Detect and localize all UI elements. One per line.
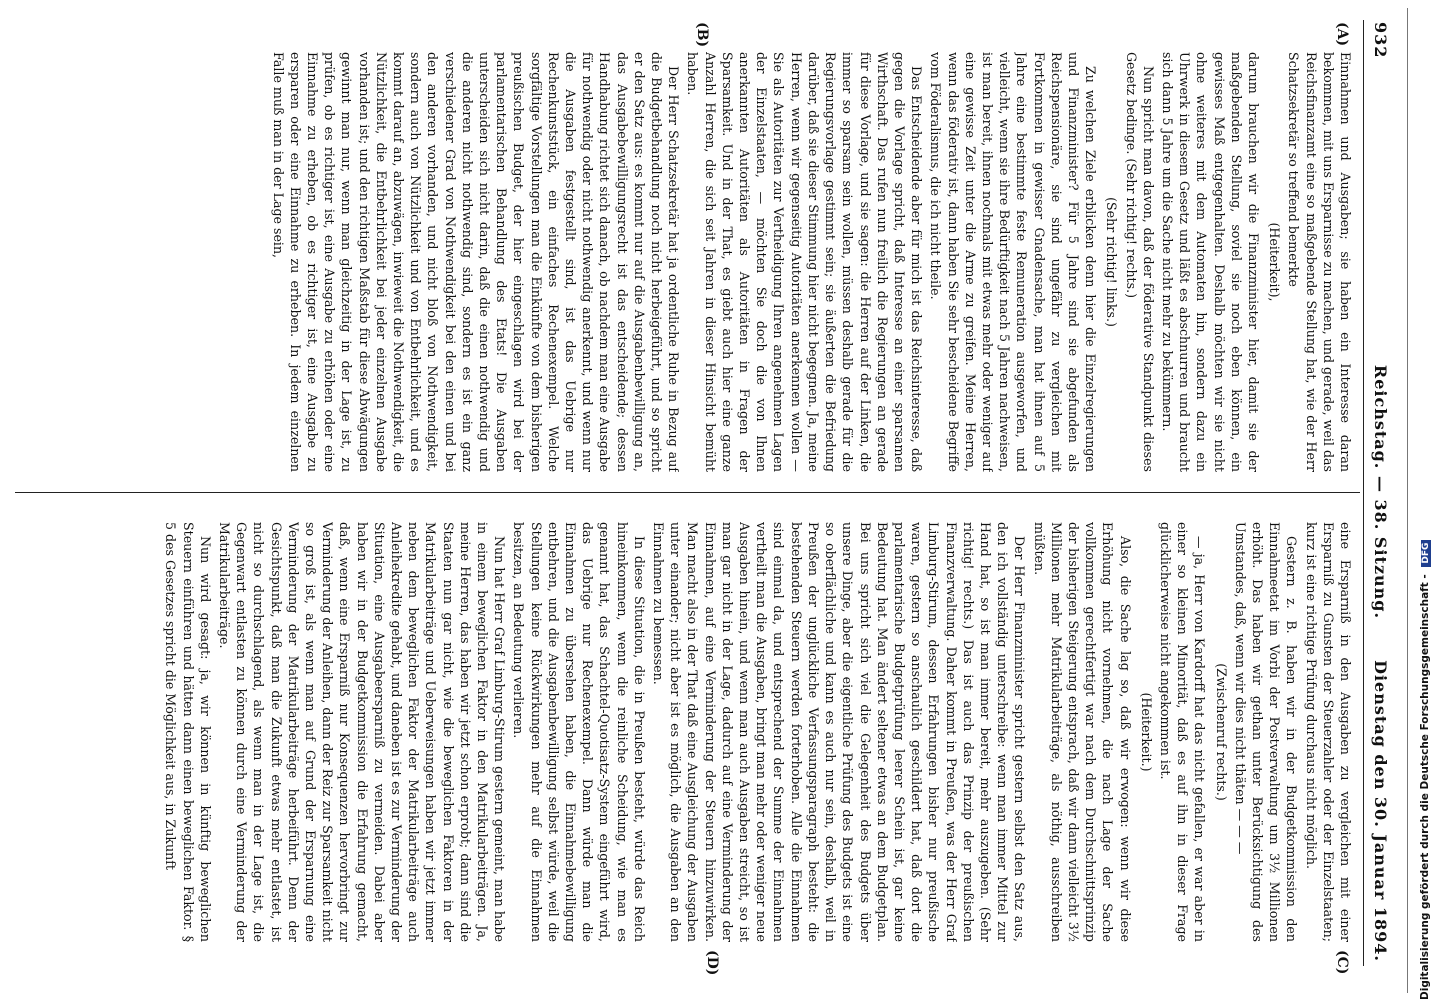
interjection: (Zwischenruf rechts.) — [1213, 663, 1229, 801]
footer-text: Digitalisierung gefördert durch die Deutsche Forschungsgemeinschaft - — [1419, 574, 1431, 1000]
left-column — [24, 52, 1354, 472]
paragraph: Nun wird gesagt: ja, wir können in künftig beweglichen Steuern einführen und hätten dann einen beweglichen Faktor. § 5 des Gesetzes spricht die Möglichkeit aus, in Zukunft — [163, 522, 213, 942]
paragraph: Der Herr Finanzminister spricht gestern selbst den Satz aus, den ich vollständig unterschreibe: wenn man immer Mittel zur Hand hat, so ist man immer bereit, mehr auszugeben. (Sehr richtig! rechts.) Das ist auch das Prinzip der preußischen Finanzverwaltung. Daher kommt in Preußen, was der Herr Graf Limburg-Stirum, dessen Erfahrungen bisher nur preußische waren, gestern so anschaulich geschildert hat, daß dort die parlamentarische Budgetprüfung leerer Schein ist, gar keine Bedeutung hat. Man ändert seltener etwas an dem Budgetplan. Bei uns spricht sich viel die Gelegenheit des Budgets über unsere Dinge, aber die eigentliche Prüfung des Budgets ist eine so oberflächliche und kann es auch nur sein, deshalb, weil in Preußen der unglückliche Verfassungsparagraph besteht: die bestehenden Steuern werden forterhoben. Alle die Einnahmen sind einmal da, und entsprechend der Summe der Einnahmen vertheilt man die Ausgaben, bringt man mehr oder weniger neue Ausgaben hinein, und wenn man auch Ausgaben streicht, so ist man gar nicht in der Lage, dadurch auf eine Verminderung der Einnahmen, auf eine Verminderung der Steuern hinzuwirken. Man macht also in der That daß eine Ausgleichung der Ausgaben unter einander; nicht aber ist es möglich, die Ausgaben an den Einnahmen zu bemessen. — [651, 522, 1028, 942]
column-divider — [15, 492, 1360, 493]
paragraph: Das Entscheidende aber für mich ist das Reichsinteresse, daß gegen die Vorlage spricht, daß Interesse an einer sparsamen Wirthschaft. Das rufen nun freilich die Regierungen an gerade für diese Vorlage, und sie sagen: die Herren auf der Linken, die immer so sparsam sein wollen, müssen deshalb gerade für die Regierungsvorlage gestimmt sein; sie äußerten die Befriedung darüber, daß sie dieser Stimmung hier nicht begegnen. Ja, meine Herren, wenn wir gegenseitig Autoritäten anerkennen wollen — Sie als Autoritäten zur Vertheidigung Ihren angenehmen Lagen der Einzelstaaten, — möchten Sie doch die von Ihnen anerkannten Autoritäten als Autoritäten in Fragen der Sparsamkeit. Und in der That, es giebt auch hier eine ganze Anzahl Herren, die sich seit Jahren in dieser Hinsicht bemüht haben. — [685, 52, 925, 472]
paragraph: — ja, Herr von Kardorff hat das nicht gefallen, er war aber in einer so kleinen Minorität, daß es auf ihn in dieser Frage glücklicherweise nicht angekommen ist. — [1157, 522, 1208, 942]
interjection: (Heiterkeit), — [1267, 222, 1283, 302]
paragraph: In diese Situation, die in Preußen besteht, würde das Reich hineinkommen, wenn die reinliche Scheidung, wie man es genannt hat, das Schachtel-Quotisatz-System eingeführt wird, das Uebrige nur Rechenexempel. Dann würde man die Einnahmen zu übersehen haben, die Einnahmebewilligung entbehren, und die Ausgabenbewilligung selbst würde, weil die Stellungen keine Rückwirkungen mehr auf die Einnahmen besitzen, an Bedeutung verlieren. — [511, 522, 647, 942]
marker-c: (C) — [1334, 950, 1350, 975]
paragraph: Gestern z. B. haben wir in der Budgetkommission den Einnahmeetat im Vorbi der Postverwaltung um 3½ Millionen erhöht. Das haben wir gethan unter Berücksichtigung des Umstandes, daß, wenn wir dies nicht thäten — — — — [1232, 522, 1300, 942]
page-number: 932 — [1371, 22, 1390, 59]
dfg-logo: DFG — [1421, 540, 1431, 567]
paragraph: Nun spricht man davon, daß der föderative Standpunkt dieses Gesetz bedinge. (Sehr richtig! rechts.) — [1123, 52, 1156, 472]
session-date: Dienstag den 30. Januar 1894. — [1371, 660, 1390, 962]
paragraph: Einnahmen und Ausgaben; sie haben ein Interesse daran bekommen, mit uns Ersparnisse zu machen, und gerade, weil das Reichsfinanzamt eine so maßgebende Stellung hat, wie der Herr Schatzsekretär so treffend bemerkte — [1286, 52, 1353, 472]
marker-a: (A) — [1334, 22, 1350, 47]
paragraph: darum brauchen wir die Finanzminister hier, damit sie der maßgebenden Stellung, soviel sie noch eben können, ein gewisses Maß entgegenhalten. Deshalb möchten wir sie nicht ohne weiteres mit dem Automaten hin, sondern dazu ein Uhrwerk in diesem Gesetz und läßt es abschnurren und braucht sich dann 5 Jahre um die Sache nicht mehr zu bekümmern. — [1159, 52, 1261, 472]
running-header — [1364, 22, 1390, 962]
footer-rule — [1407, 8, 1408, 993]
header-rule — [1363, 20, 1364, 966]
paragraph: Also, die Sache lag so, daß wir erwogen: wenn wir diese Erhöhung nicht vornehmen, die nach Lage der Sache vollkommen gerechtfertigt war nach dem Durchschnittsprinzip der bisherigen Steigerung entsprach, daß wir dann vielleicht 3½ Millionen mehr Matrikularbeiträge, als nöthig, ausschreiben müßten. — [1031, 522, 1133, 942]
interjection: (Sehr richtig! links.) — [1104, 197, 1120, 327]
marker-d: (D) — [704, 950, 720, 976]
session-title: Reichstag. — 38. Sitzung. — [1371, 364, 1390, 620]
right-column — [24, 522, 1354, 942]
paragraph: Der Herr Schatzsekretär hat ja ordentliche Ruhe in Bezug auf die Budgetbehandlung noch nicht herbeigeführt, und so spricht er den Satz aus: es kommt nur auf die Ausgabenbewilligung an, das Ausgabebewilligungsrecht ist das entscheidende; dessen Handhabung richtet sich danach, ob nachdem man eine Ausgabe für nothwendig oder nicht nothwendig anerkennt, und wenn nur die Ausgaben festgestellt sind, ist das Uebrige nur Rechenkunststück, ein einfaches Rechenexempel. Welche sorgfältige Vorstellungen man die Einkünfte von dem bisherigen preußischen Budget, der hier eingeschlagen wird bei der parlamentarischen Behandlung des Etats! Die Ausgaben unterscheiden sich nicht darin, daß die einen nothwendig und die anderen nicht nothwendig sind, sondern es ist ein ganz verschiedener Grad von Nothwendigkeit bei den einen und bei den anderen vorhanden, und nicht bloß von Nothwendigkeit, sondern auch von Nützlichkeit und von Entbehrlichkeit, und es kommt darauf an, abzuwägen, inwieweit die Nothwendigkeit, die Nützlichkeit, die Entbehrlichkeit bei jeder einzelnen Ausgabe vorhanden ist; und den richtigen Maßstab für diese Abwägungen gewinnt man nur, wenn man gleichzeitig in der Lage ist, zu prüfen, ob es richtiger ist, eine Ausgabe zu erhöhen oder eine Einnahme zu erheben, ob es richtiger ist, eine Ausgabe zu ersparen oder eine Einnahme zu erheben. In jedem einzelnen Falle muß man in der Lage sein, — [270, 52, 682, 472]
interjection: (Heiterkeit.) — [1138, 692, 1154, 772]
marker-b: (B) — [694, 22, 710, 48]
paragraph: Zu welchen Ziele erblicken denn hier die Einzelregierungen und Finanzminister? Für 5 Jahre sind sie abgefunden als Reichspensionäre, sie sind ungefähr zu vergleichen mit Fortkommen in gewisser Gnadensache, man hat ihnen auf 5 Jahre eine bestimmte feste Remuneration ausgeworfen, und vielleicht, wenn sie ihre Bedürftigkeit nach 5 Jahren nachweisen, ist man bereit, ihnen nochmals mit etwas mehr oder weniger auf eine gewisse Zeit unter die Arme zu greifen. Meine Herren, wenn das föderativ ist, dann haben Sie sehr bescheidene Begriffe vom Föderalismus, die ich nicht theile. — [928, 52, 1099, 472]
paragraph: Nun hat Herr Graf Limburg-Stirum gestern gemeint, man habe in einem beweglichen Faktor in den Matrikularbeiträgen. Ja, meine Herren, das haben wir jetzt schon erprobt; dann sind die Staaten nun gar nicht, wie die beweglichen Faktoren in der Matrikularbeiträge und Ueberweisungen haben wir jetzt immer neben dem beweglichen Faktor der Matrikularbeiträge auch Anleihekredite gehabt, und daneben ist es zur Verminderung der Situation, eine Ausgabeersparniß zu vermeiden. Dabei aber haben wir in der Budgetkommission die Erfahrung gemacht, daß, wenn eine Ersparniß nur Konsequenzen hervorbringt zur Verminderung der Anleihen, dann der Reiz zur Sparsamkeit nicht so groß ist, als wenn man auf Grund der Ersparnung eine Verminderung der Matrikularbeiträge herbeiführt. Denn der Gesichtspunkt, daß man die Zukunft etwas mehr entlastet, ist nicht so durchschlagend, als wenn man in der Lage ist, die Gegenwart entlasten zu können durch eine Verminderung der Matrikularbeiträge. — [217, 522, 508, 942]
paragraph: eine Ersparniß in den Ausgaben zu vergleichen mit einer Ersparniß zu Gunsten der Steuerzahler oder der Einzelstaaten; kurz ist eine richtige Prüfung durchaus nicht möglich. — [1303, 522, 1353, 942]
digitization-footer — [1419, 10, 1432, 1000]
